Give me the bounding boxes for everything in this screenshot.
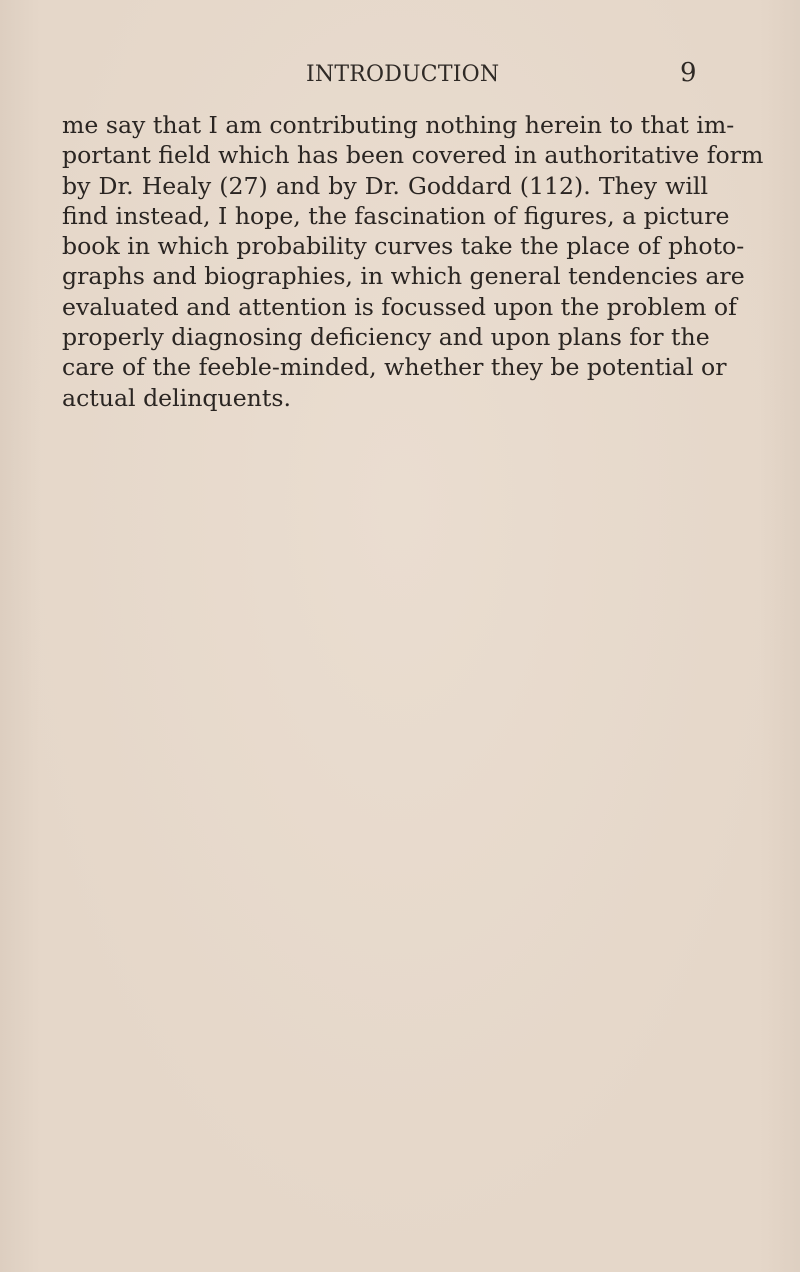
text-line: actual delinquents. xyxy=(62,383,291,412)
text-line: evaluated and attention is focussed upon the problem of xyxy=(62,292,737,321)
body-paragraph xyxy=(62,110,764,413)
text-line: graphs and biographies, in which general tendencies are xyxy=(62,262,745,291)
text-line: me say that I am contributing nothing herein to that im- xyxy=(62,111,735,139)
page-number: 9 xyxy=(680,58,697,88)
text-line: by Dr. Healy (27) and by Dr. Goddard (112). They will xyxy=(62,171,708,200)
text-line: find instead, I hope, the fascination of figures, a picture xyxy=(62,201,730,230)
text-line: book in which probability curves take the place of photo- xyxy=(62,232,745,261)
text-line: properly diagnosing deficiency and upon plans for the xyxy=(62,323,710,352)
text-line: care of the feeble-minded, whether they be potential or xyxy=(62,353,727,382)
text-line: portant field which has been covered in authoritative form xyxy=(62,141,764,170)
running-head xyxy=(0,58,800,98)
running-head-title: INTRODUCTION xyxy=(306,62,500,87)
